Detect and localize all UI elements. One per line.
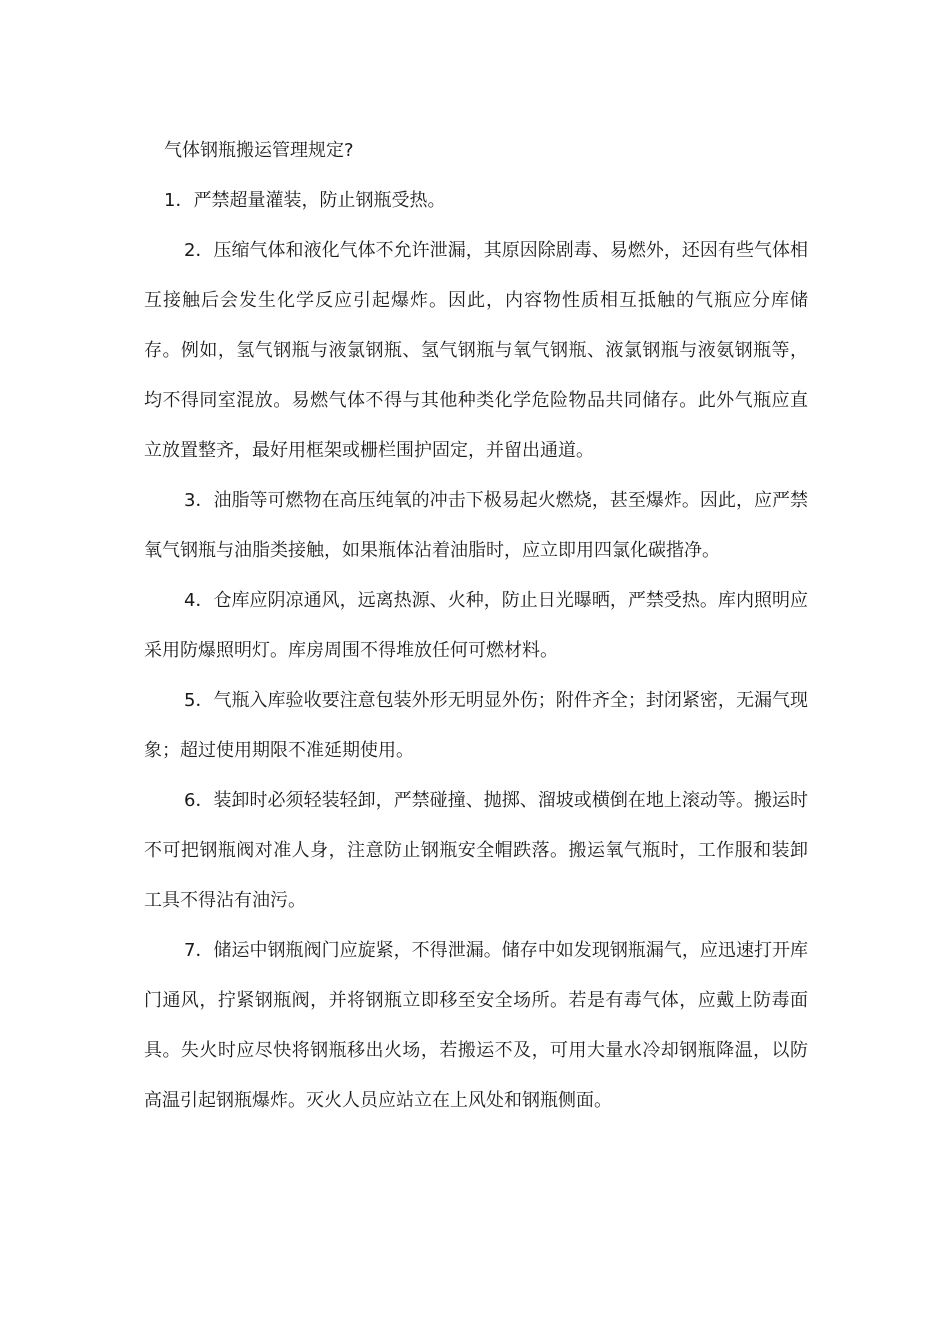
paragraph-rule-5: 5．气瓶入库验收要注意包装外形无明显外伤；附件齐全；封闭紧密，无漏气现象；超过使用期限不准延期使用。 [144,690,808,761]
paragraph-rule-7: 7．储运中钢瓶阀门应旋紧，不得泄漏。储存中如发现钢瓶漏气，应迅速打开库门通风，拧紧钢瓶阀，并将钢瓶立即移至安全场所。若是有毒气体，应戴上防毒面具。失火时应尽快将钢瓶移出火场，若搬运不及，可用大量水冷却钢瓶降温，以防高温引起钢瓶爆炸。灭火人员应站立在上风处和钢瓶侧面。 [144,940,808,1111]
paragraph-rule-2: 2．压缩气体和液化气体不允许泄漏，其原因除剧毒、易燃外，还因有些气体相互接触后会发生化学反应引起爆炸。因此，内容物性质相互抵触的气瓶应分库储存。例如，氢气钢瓶与液氯钢瓶、氢气钢瓶与氧气钢瓶、液氯钢瓶与液氨钢瓶等，均不得同室混放。易燃气体不得与其他种类化学危险物品共同储存。此外气瓶应直立放置整齐，最好用框架或栅栏围护固定，并留出通道。 [144,240,808,461]
paragraph-rule-4: 4．仓库应阴凉通风，远离热源、火种，防止日光曝晒，严禁受热。库内照明应采用防爆照明灯。库房周围不得堆放任何可燃材料。 [144,590,808,661]
paragraph-rule-3: 3．油脂等可燃物在高压纯氧的冲击下极易起火燃烧，甚至爆炸。因此，应严禁氧气钢瓶与油脂类接触，如果瓶体沾着油脂时，应立即用四氯化碳揩净。 [144,490,808,561]
document-title: 气体钢瓶搬运管理规定? [164,140,354,161]
paragraph-rule-6: 6．装卸时必须轻装轻卸，严禁碰撞、抛掷、溜坡或横倒在地上滚动等。搬运时不可把钢瓶阀对准人身，注意防止钢瓶安全帽跌落。搬运氧气瓶时，工作服和装卸工具不得沾有油污。 [144,790,808,911]
paragraph-rule-1: 1．严禁超量灌装，防止钢瓶受热。 [164,190,446,211]
document-body [144,126,808,1126]
